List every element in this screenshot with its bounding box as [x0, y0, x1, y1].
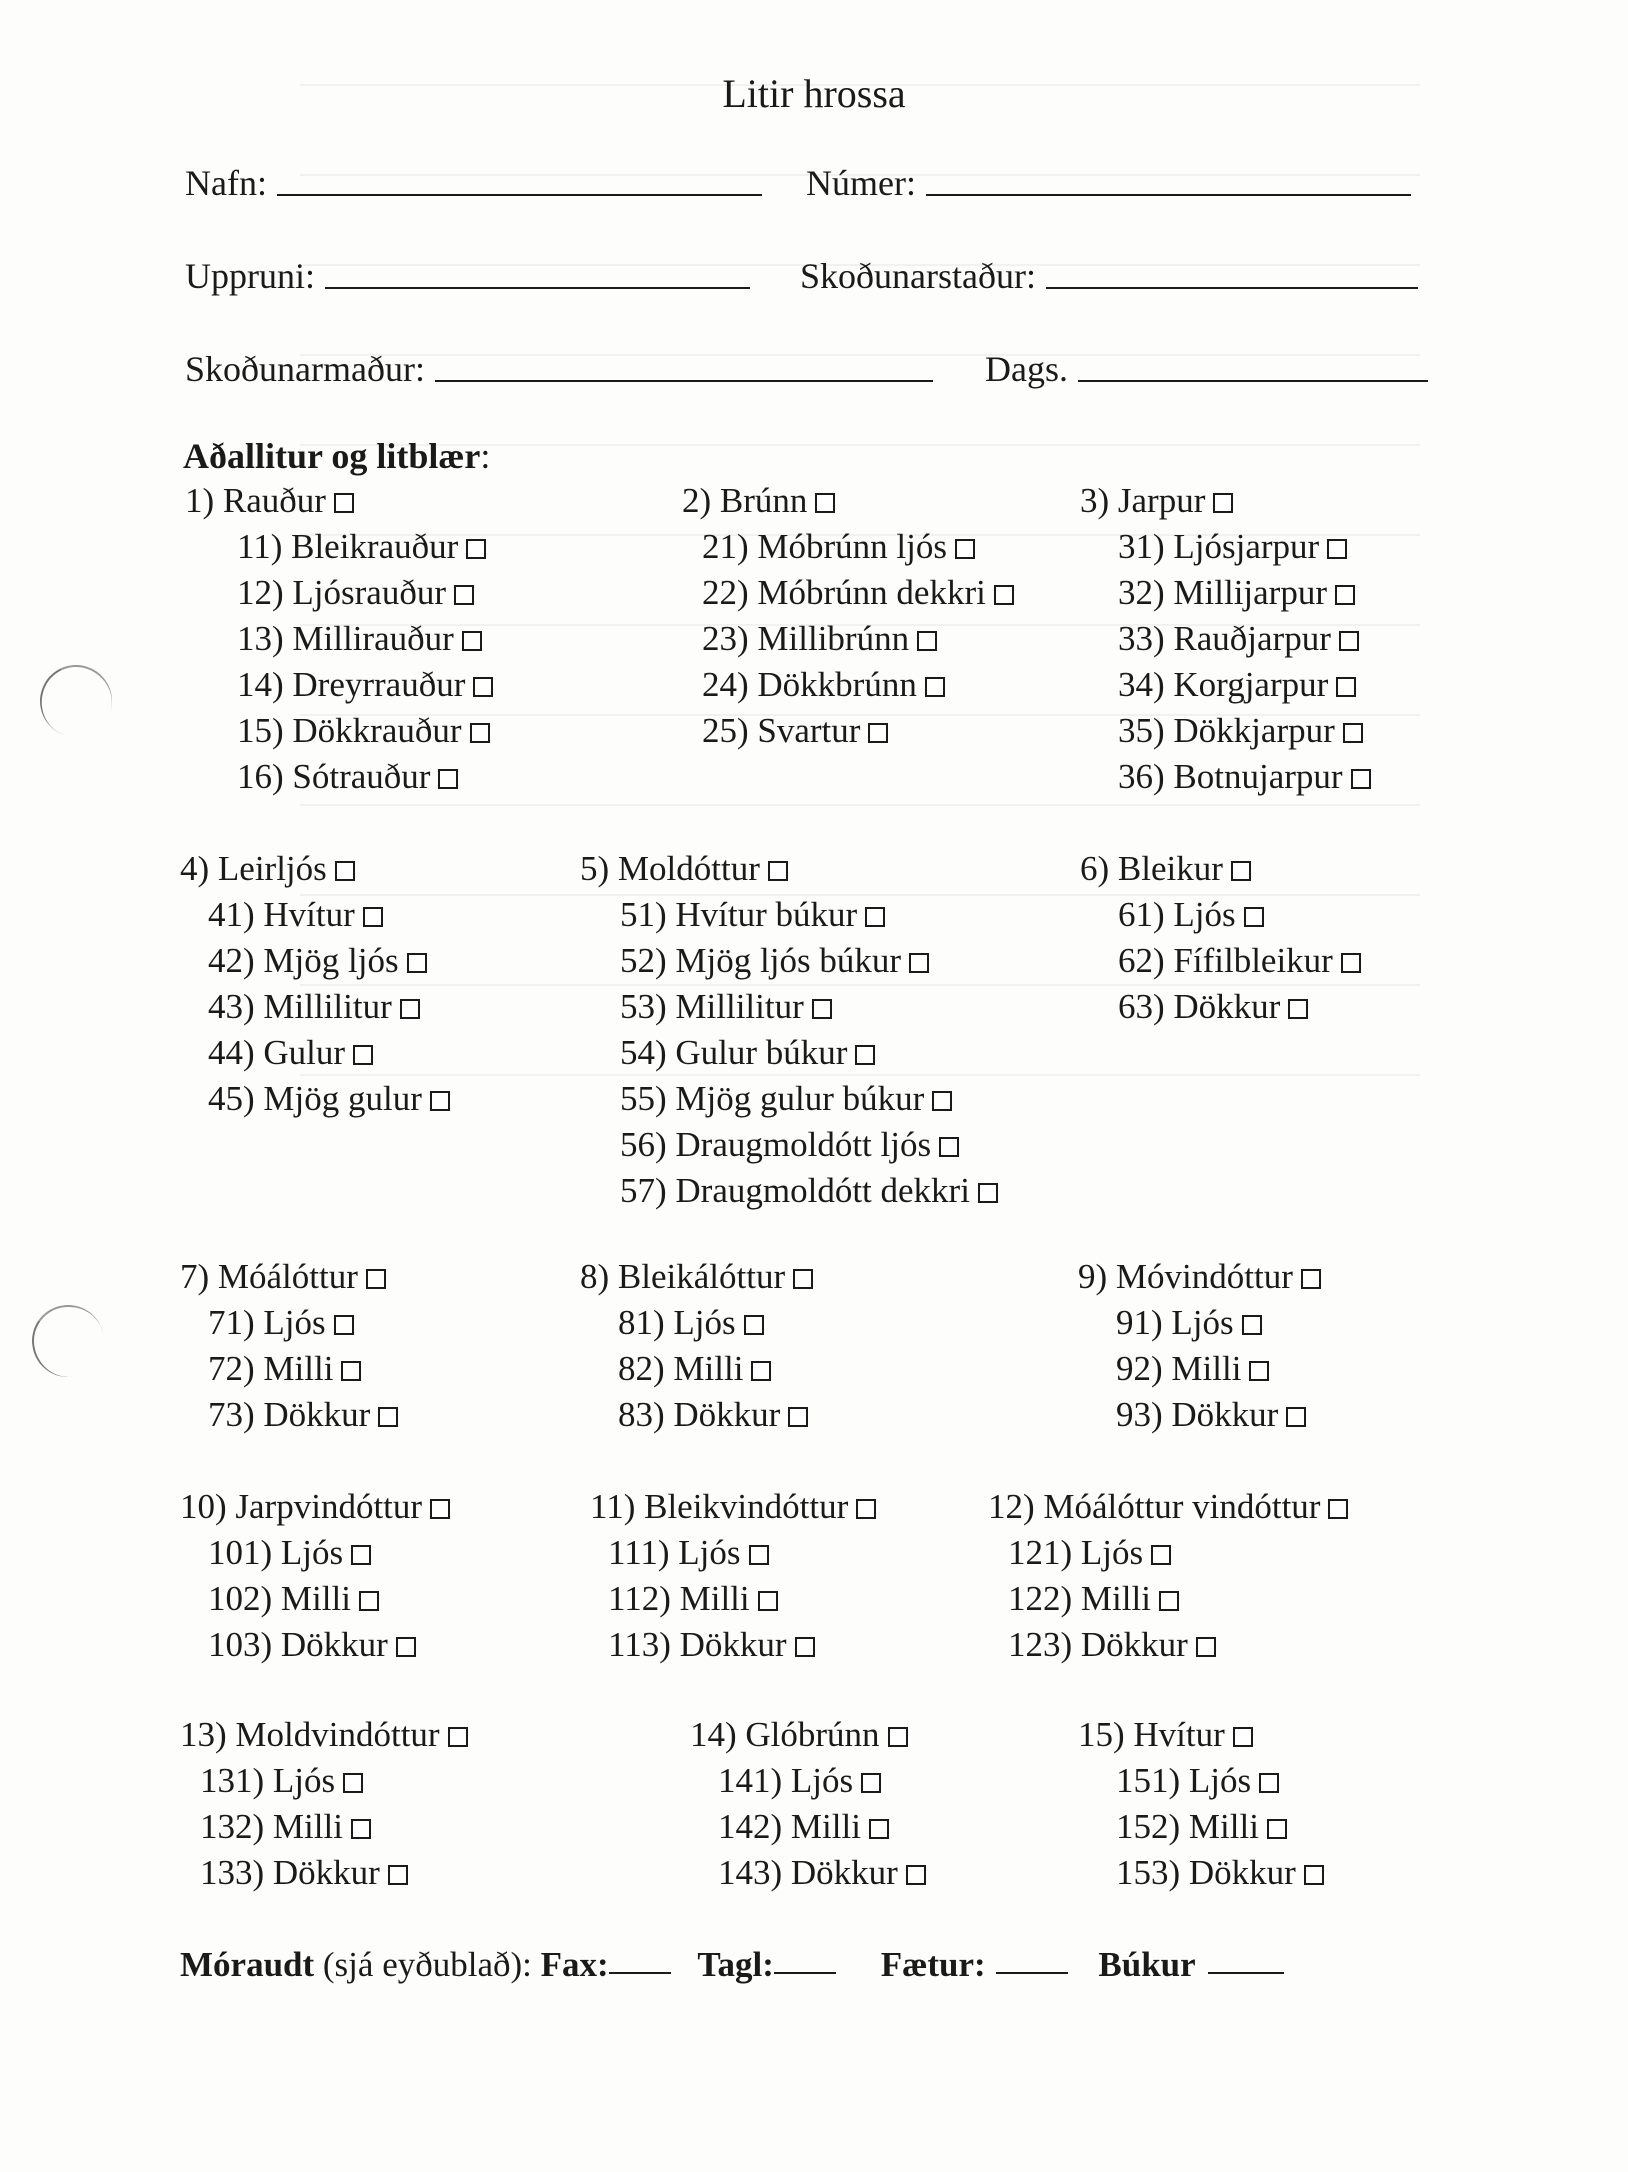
shade-option [180, 1758, 468, 1804]
number-label: Númer: [806, 163, 916, 203]
shade-label: 43) Millilitur [208, 987, 392, 1026]
shade-option [1078, 1392, 1321, 1438]
shade-label: 56) Draugmoldótt ljós [620, 1125, 932, 1164]
shade-option [690, 1804, 926, 1850]
shade-option [682, 570, 1014, 616]
main-color-option [690, 1712, 926, 1758]
shade-label: 33) Rauðjarpur [1118, 619, 1331, 658]
page-title: Litir hrossa [722, 71, 906, 116]
shade-option [682, 708, 1014, 754]
checkbox[interactable] [473, 677, 493, 697]
main-color-label: 6) Bleikur [1080, 849, 1223, 888]
shade-label: 32) Millijarpur [1118, 573, 1327, 612]
color-group [1078, 1254, 1321, 1438]
shade-option [185, 662, 493, 708]
main-color-label: 7) Móálóttur [180, 1257, 358, 1296]
color-group [1078, 1712, 1324, 1896]
checkbox[interactable] [744, 1315, 764, 1335]
shade-option [185, 524, 493, 570]
inspection-place-input-line[interactable] [1046, 286, 1418, 289]
main-color-label: 14) Glóbrúnn [690, 1715, 880, 1754]
main-color-option [580, 846, 998, 892]
date-input-line[interactable] [1078, 379, 1428, 382]
color-group [1080, 846, 1361, 1030]
shade-label: 51) Hvítur búkur [620, 895, 858, 934]
checkbox[interactable] [869, 1819, 889, 1839]
shade-label: 61) Ljós [1118, 895, 1236, 934]
shade-option [580, 1392, 813, 1438]
checkbox[interactable] [353, 1045, 373, 1065]
shade-option [580, 1122, 998, 1168]
checkbox[interactable] [1249, 1361, 1269, 1381]
shade-label: 14) Dreyrrauður [237, 665, 466, 704]
shade-label: 153) Dökkur [1116, 1853, 1296, 1892]
bukur-label: Búkur [1098, 1945, 1196, 1984]
checkbox[interactable] [868, 723, 888, 743]
shade-option [1078, 1804, 1324, 1850]
checkbox[interactable] [1336, 677, 1356, 697]
shade-label: 15) Dökkrauður [237, 711, 462, 750]
checkbox[interactable] [1267, 1819, 1287, 1839]
shade-label: 13) Millirauður [237, 619, 454, 658]
checkbox[interactable] [1213, 493, 1233, 513]
color-group [1080, 478, 1371, 800]
shade-option [580, 1030, 998, 1076]
name-label: Nafn: [185, 163, 267, 203]
checkbox[interactable] [366, 1269, 386, 1289]
checkbox[interactable] [1327, 539, 1347, 559]
checkbox[interactable] [1335, 585, 1355, 605]
main-color-label: 3) Jarpur [1080, 481, 1206, 520]
fax-label: Fax: [540, 1945, 609, 1984]
inspector-label: Skoðunarmaður: [185, 349, 425, 389]
checkbox[interactable] [855, 1045, 875, 1065]
shade-option [590, 1576, 876, 1622]
shade-label: 63) Dökkur [1118, 987, 1281, 1026]
main-color-option [1078, 1254, 1321, 1300]
shade-label: 123) Dökkur [1008, 1625, 1188, 1664]
checkbox[interactable] [812, 999, 832, 1019]
shade-option [1078, 1346, 1321, 1392]
checkbox[interactable] [906, 1865, 926, 1885]
checkbox[interactable] [466, 539, 486, 559]
main-color-label: 2) Brúnn [682, 481, 808, 520]
main-color-option [1080, 846, 1361, 892]
shade-option [180, 1530, 450, 1576]
shade-label: 41) Hvítur [208, 895, 355, 934]
main-color-label: 9) Móvindóttur [1078, 1257, 1293, 1296]
shade-option [988, 1530, 1348, 1576]
shade-option [180, 1576, 450, 1622]
shade-option [180, 1392, 398, 1438]
checkbox[interactable] [388, 1865, 408, 1885]
checkbox[interactable] [917, 631, 937, 651]
shade-label: 31) Ljósjarpur [1118, 527, 1320, 566]
shade-option [1080, 524, 1371, 570]
checkbox[interactable] [1242, 1315, 1262, 1335]
shade-option [180, 938, 450, 984]
checkbox[interactable] [363, 907, 383, 927]
faetur-input-line[interactable] [996, 1971, 1068, 1974]
shade-label: 93) Dökkur [1116, 1395, 1279, 1434]
checkbox[interactable] [430, 1499, 450, 1519]
shade-label: 54) Gulur búkur [620, 1033, 848, 1072]
shade-label: 82) Milli [618, 1349, 744, 1388]
main-color-label: 15) Hvítur [1078, 1715, 1225, 1754]
number-input-line[interactable] [926, 193, 1411, 196]
moraudur-label: Móraudt [180, 1945, 315, 1984]
shade-label: 62) Fífilbleikur [1118, 941, 1333, 980]
shade-label: 72) Milli [208, 1349, 334, 1388]
checkbox[interactable] [788, 1407, 808, 1427]
shade-option [682, 662, 1014, 708]
shade-label: 103) Dökkur [208, 1625, 388, 1664]
main-color-option [580, 1254, 813, 1300]
shade-label: 36) Botnujarpur [1118, 757, 1343, 796]
section-title: Aðallitur og litblær: [183, 436, 491, 476]
shade-option [180, 1300, 398, 1346]
origin-input-line[interactable] [325, 286, 750, 289]
checkbox[interactable] [861, 1773, 881, 1793]
checkbox[interactable] [359, 1591, 379, 1611]
checkbox[interactable] [939, 1137, 959, 1157]
color-group [185, 478, 493, 800]
shade-label: 122) Milli [1008, 1579, 1151, 1618]
shade-option [682, 616, 1014, 662]
shade-option [180, 984, 450, 1030]
shade-label: 25) Svartur [702, 711, 861, 750]
tagl-label: Tagl: [697, 1945, 774, 1984]
checkbox[interactable] [448, 1727, 468, 1747]
shade-label: 81) Ljós [618, 1303, 736, 1342]
shade-option [185, 570, 493, 616]
shade-option [690, 1758, 926, 1804]
origin-field [185, 255, 750, 297]
checkbox[interactable] [1341, 953, 1361, 973]
shade-label: 52) Mjög ljós búkur [620, 941, 901, 980]
shade-option [580, 1076, 998, 1122]
shade-label: 143) Dökkur [718, 1853, 898, 1892]
color-group [180, 1712, 468, 1896]
tagl-input-line[interactable] [774, 1971, 836, 1974]
checkbox[interactable] [334, 1315, 354, 1335]
main-color-option [185, 478, 493, 524]
footer-note: (sjá eyðublað): [314, 1945, 541, 1984]
shade-option [1078, 1850, 1324, 1896]
shade-label: 34) Korgjarpur [1118, 665, 1329, 704]
bukur-input-line[interactable] [1208, 1971, 1284, 1974]
checkbox[interactable] [378, 1407, 398, 1427]
shade-label: 21) Móbrúnn ljós [702, 527, 947, 566]
checkbox[interactable] [1304, 1865, 1324, 1885]
checkbox[interactable] [925, 677, 945, 697]
checkbox[interactable] [1351, 769, 1371, 789]
checkbox[interactable] [334, 493, 354, 513]
shade-label: 24) Dökkbrúnn [702, 665, 917, 704]
shade-option [1080, 892, 1361, 938]
main-color-option [180, 1712, 468, 1758]
date-label: Dags. [985, 349, 1068, 389]
checkbox[interactable] [407, 953, 427, 973]
shade-option [1080, 570, 1371, 616]
shade-option [1080, 662, 1371, 708]
date-field [985, 348, 1428, 390]
shade-option [185, 708, 493, 754]
checkbox[interactable] [1301, 1269, 1321, 1289]
color-group [180, 846, 450, 1122]
shade-option [1080, 754, 1371, 800]
main-color-label: 4) Leirljós [180, 849, 327, 888]
shade-label: 133) Dökkur [200, 1853, 380, 1892]
checkbox[interactable] [454, 585, 474, 605]
shade-option [590, 1622, 876, 1668]
checkbox[interactable] [351, 1819, 371, 1839]
checkbox[interactable] [888, 1727, 908, 1747]
main-color-label: 11) Bleikvindóttur [590, 1487, 849, 1526]
checkbox[interactable] [470, 723, 490, 743]
shade-label: 11) Bleikrauður [237, 527, 459, 566]
shade-option [185, 754, 493, 800]
shade-label: 113) Dökkur [608, 1625, 787, 1664]
main-color-option [1080, 478, 1371, 524]
shade-option [1080, 984, 1361, 1030]
shade-option [580, 938, 998, 984]
color-group [988, 1484, 1348, 1668]
shade-label: 112) Milli [608, 1579, 750, 1618]
inspection-place-label: Skoðunarstaður: [800, 256, 1036, 296]
shade-option [180, 1030, 450, 1076]
shade-label: 71) Ljós [208, 1303, 326, 1342]
shade-option [1080, 938, 1361, 984]
main-color-option [682, 478, 1014, 524]
checkbox[interactable] [351, 1545, 371, 1565]
shade-label: 22) Móbrúnn dekkri [702, 573, 986, 612]
shade-label: 44) Gulur [208, 1033, 346, 1072]
shade-label: 23) Millibrúnn [702, 619, 910, 658]
checkbox[interactable] [1231, 861, 1251, 881]
footer-line [180, 1945, 1284, 1985]
checkbox[interactable] [751, 1361, 771, 1381]
main-color-option [590, 1484, 876, 1530]
checkbox[interactable] [1259, 1773, 1279, 1793]
checkbox[interactable] [994, 585, 1014, 605]
checkbox[interactable] [1288, 999, 1308, 1019]
shade-label: 102) Milli [208, 1579, 351, 1618]
shade-option [180, 1076, 450, 1122]
shade-label: 131) Ljós [200, 1761, 336, 1800]
checkbox[interactable] [978, 1183, 998, 1203]
shade-option [180, 1850, 468, 1896]
shade-option [580, 1300, 813, 1346]
checkbox[interactable] [1244, 907, 1264, 927]
checkbox[interactable] [865, 907, 885, 927]
checkbox[interactable] [1196, 1637, 1216, 1657]
shade-option [1080, 616, 1371, 662]
main-color-option [1078, 1712, 1324, 1758]
shade-option [580, 892, 998, 938]
punch-hole-mark [30, 655, 122, 747]
checkbox[interactable] [396, 1637, 416, 1657]
number-field [806, 162, 1411, 204]
checkbox[interactable] [932, 1091, 952, 1111]
checkbox[interactable] [815, 493, 835, 513]
checkbox[interactable] [335, 861, 355, 881]
checkbox[interactable] [400, 999, 420, 1019]
shade-label: 42) Mjög ljós [208, 941, 399, 980]
shade-label: 16) Sótrauður [237, 757, 431, 796]
color-group [580, 846, 998, 1214]
checkbox[interactable] [955, 539, 975, 559]
inspector-input-line[interactable] [435, 379, 933, 382]
checkbox[interactable] [1343, 723, 1363, 743]
main-color-option [180, 1254, 398, 1300]
shade-label: 111) Ljós [608, 1533, 741, 1572]
shade-label: 132) Milli [200, 1807, 343, 1846]
checkbox[interactable] [768, 861, 788, 881]
shade-option [1080, 708, 1371, 754]
shade-option [1078, 1300, 1321, 1346]
checkbox[interactable] [1328, 1499, 1348, 1519]
origin-label: Uppruni: [185, 256, 315, 296]
shade-label: 53) Millilitur [620, 987, 804, 1026]
main-color-label: 12) Móálóttur vindóttur [988, 1487, 1321, 1526]
name-input-line[interactable] [277, 193, 762, 196]
inspector-field [185, 348, 933, 390]
checkbox[interactable] [1286, 1407, 1306, 1427]
checkbox[interactable] [749, 1545, 769, 1565]
shade-label: 12) Ljósrauður [237, 573, 446, 612]
checkbox[interactable] [909, 953, 929, 973]
shade-label: 141) Ljós [718, 1761, 854, 1800]
checkbox[interactable] [341, 1361, 361, 1381]
punch-hole-mark [26, 1299, 109, 1382]
shade-label: 91) Ljós [1116, 1303, 1234, 1342]
checkbox[interactable] [793, 1269, 813, 1289]
shade-label: 83) Dökkur [618, 1395, 781, 1434]
shade-option [180, 1346, 398, 1392]
color-group [180, 1484, 450, 1668]
main-color-label: 1) Rauður [185, 481, 326, 520]
color-group [590, 1484, 876, 1668]
shade-option [185, 616, 493, 662]
shade-option [1078, 1758, 1324, 1804]
shade-label: 35) Dökkjarpur [1118, 711, 1335, 750]
shade-option [988, 1622, 1348, 1668]
name-field [185, 162, 762, 204]
shade-option [590, 1530, 876, 1576]
shade-option [180, 892, 450, 938]
color-group [690, 1712, 926, 1896]
shade-label: 151) Ljós [1116, 1761, 1252, 1800]
shade-option [180, 1622, 450, 1668]
checkbox[interactable] [758, 1591, 778, 1611]
main-color-label: 13) Moldvindóttur [180, 1715, 440, 1754]
shade-label: 57) Draugmoldótt dekkri [620, 1171, 970, 1210]
checkbox[interactable] [1339, 631, 1359, 651]
shade-option [682, 524, 1014, 570]
checkbox[interactable] [438, 769, 458, 789]
shade-option [180, 1804, 468, 1850]
color-group [180, 1254, 398, 1438]
checkbox[interactable] [1233, 1727, 1253, 1747]
main-color-option [180, 1484, 450, 1530]
shade-label: 45) Mjög gulur [208, 1079, 422, 1118]
shade-label: 121) Ljós [1008, 1533, 1144, 1572]
checkbox[interactable] [795, 1637, 815, 1657]
shade-label: 55) Mjög gulur búkur [620, 1079, 925, 1118]
fax-input-line[interactable] [609, 1971, 671, 1974]
color-group [580, 1254, 813, 1438]
checkbox[interactable] [856, 1499, 876, 1519]
shade-option [988, 1576, 1348, 1622]
shade-label: 152) Milli [1116, 1807, 1259, 1846]
color-group [682, 478, 1014, 754]
main-color-label: 8) Bleikálóttur [580, 1257, 786, 1296]
shade-option [690, 1850, 926, 1896]
shade-label: 73) Dökkur [208, 1395, 371, 1434]
shade-option [580, 984, 998, 1030]
shade-label: 142) Milli [718, 1807, 861, 1846]
shade-label: 101) Ljós [208, 1533, 344, 1572]
main-color-label: 10) Jarpvindóttur [180, 1487, 423, 1526]
checkbox[interactable] [1151, 1545, 1171, 1565]
main-color-label: 5) Moldóttur [580, 849, 760, 888]
main-color-option [988, 1484, 1348, 1530]
shade-option [580, 1168, 998, 1214]
checkbox[interactable] [430, 1091, 450, 1111]
main-color-option [180, 846, 450, 892]
shade-option [580, 1346, 813, 1392]
checkbox[interactable] [1159, 1591, 1179, 1611]
checkbox[interactable] [343, 1773, 363, 1793]
checkbox[interactable] [462, 631, 482, 651]
shade-label: 92) Milli [1116, 1349, 1242, 1388]
faetur-label: Fætur: [880, 1945, 986, 1984]
inspection-place-field [800, 255, 1418, 297]
